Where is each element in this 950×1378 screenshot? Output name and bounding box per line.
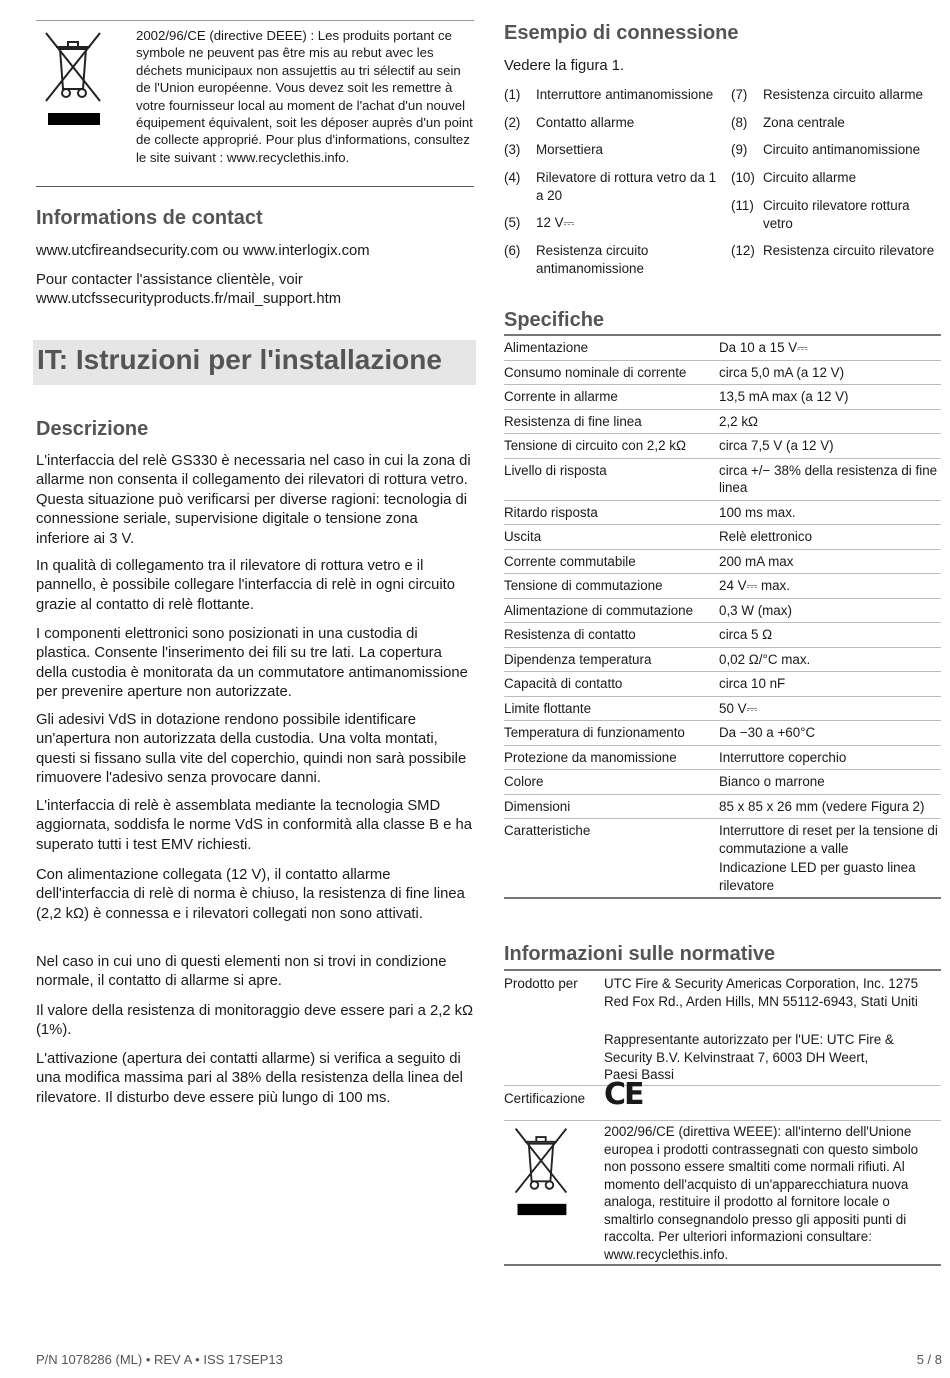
ce-mark-icon: CE: [604, 1077, 643, 1112]
spec-key: Ritardo risposta: [504, 500, 719, 525]
spec-value: 2,2 kΩ: [719, 409, 941, 434]
spec-value: 85 x 85 x 26 mm (vedere Figura 2): [719, 794, 941, 819]
legend-label: Circuito rilevatore rottura vetro: [763, 198, 910, 231]
weee-bin-icon: [508, 1123, 574, 1217]
table-row: [504, 434, 941, 459]
contact-support-link[interactable]: www.utcfssecurityproducts.fr/mail_support.htm: [36, 291, 342, 307]
legend-label: Morsettiera: [536, 142, 603, 157]
spec-value: 50 V⎓: [719, 696, 941, 721]
contact-websites[interactable]: www.utcfireandsecurity.com ou www.interlogix.com: [36, 243, 370, 259]
weee-it-text: 2002/96/CE (direttiva WEEE): all'interno dell'Unione europea i prodotti contrassegnati con questo simbolo non possono essere smaltiti come normali rifiuti. Al momento dell'acquisto di un'apparecchiatura nuova analoga, restituire il prodotto al fornitore locale o smaltirlo consegnandolo presso gli appositi punti di raccolta. Per ulteriori informazioni consultare: www.recyclethis.info.: [604, 1124, 919, 1262]
normative-heading: Informazioni sulle normative: [504, 943, 776, 965]
table-row: [504, 696, 941, 721]
table-row: [504, 385, 941, 410]
weee-bin-icon: [40, 27, 106, 127]
spec-key: Colore: [504, 770, 719, 795]
legend-number: (4): [504, 170, 521, 185]
table-row: [504, 360, 941, 385]
desc-paragraph: L'attivazione (apertura dei contatti allarme) si verifica a seguito di una modifica massima pari al 38% della resistenza della linea del rilevatore. Il disturbo deve essere più lungo di 100 ms.: [36, 1051, 463, 1106]
spec-key: Tensione di circuito con 2,2 kΩ: [504, 434, 719, 459]
spec-value: circa 5,0 mA (a 12 V): [719, 360, 941, 385]
table-row: [504, 500, 941, 525]
spec-value: circa +/− 38% della resistenza di fine linea: [719, 458, 941, 500]
divider: [504, 1085, 941, 1086]
spec-key: Corrente commutabile: [504, 549, 719, 574]
fr-weee-text: 2002/96/CE (directive DEEE) : Les produits portant ce symbole ne peuvent pas être mis au rebut avec les déchets municipaux non assujettis au tri sélectif au sein de l'Union européenne. Vous devez soit les remettre à votre fournisseur local au moment de l'achat d'un nouvel équipement équivalent, soit les déposer auprès d'un point de collecte approprié. Pour plus d'informations, consultez le site suivant : www.recyclethis.info.: [136, 28, 473, 165]
prodotto-address: UTC Fire & Security Americas Corporation, Inc. 1275 Red Fox Rd., Arden Hills, MN 55112-6943, Stati Uniti: [604, 976, 919, 1009]
connessione-heading: Esempio di connessione: [504, 22, 739, 44]
it-title-banner: [33, 340, 476, 385]
table-row: [504, 647, 941, 672]
spec-value: Interruttore coperchio: [719, 745, 941, 770]
spec-key: Consumo nominale di corrente: [504, 360, 719, 385]
table-row: [504, 549, 941, 574]
table-row: [504, 409, 941, 434]
legend-label: Resistenza circuito rilevatore: [763, 243, 935, 258]
spec-value: 24 V⎓ max.: [719, 574, 941, 599]
spec-table: [504, 336, 941, 899]
spec-value: 0,3 W (max): [719, 598, 941, 623]
spec-key: Corrente in allarme: [504, 385, 719, 410]
legend-label: Resistenza circuito antimanomissione: [536, 243, 649, 276]
spec-value: 100 ms max.: [719, 500, 941, 525]
legend-number: (12): [731, 243, 755, 258]
spec-key: Resistenza di contatto: [504, 623, 719, 648]
divider: [504, 1120, 941, 1121]
cert-label: Certificazione: [504, 1091, 586, 1106]
legend-label: Interruttore antimanomissione: [536, 87, 714, 102]
desc-paragraph: I componenti elettronici sono posizionati in una custodia di plastica. Consente l'inserimento dei fili su tre lati. La copertura della custodia è monitorata da un commutatore antimanomissione per prevenire aperture non autorizzate.: [36, 626, 468, 701]
table-row: [504, 623, 941, 648]
spec-value: 13,5 mA max (a 12 V): [719, 385, 941, 410]
spec-key: Resistenza di fine linea: [504, 409, 719, 434]
table-row: [504, 770, 941, 795]
spec-value: 0,02 Ω/°C max.: [719, 647, 941, 672]
legend-label: Circuito allarme: [763, 170, 857, 185]
spec-key: Protezione da manomissione: [504, 745, 719, 770]
legend-label: 12 V⎓: [536, 215, 575, 230]
spec-value: 200 mA max: [719, 549, 941, 574]
contact-support-text: Pour contacter l'assistance clientèle, voir: [36, 272, 303, 288]
desc-paragraph: Gli adesivi VdS in dotazione rendono possibile identificare un'apertura non autorizzata della custodia. Una volta montati, questi si fissano sulla vite del coperchio, quindi non sarà possibile rimuovere l'adesivo senza provocare danni.: [36, 712, 467, 787]
fr-weee-block: [36, 20, 474, 187]
footer-page-number: 5 / 8: [916, 1352, 942, 1367]
spec-value: circa 5 Ω: [719, 623, 941, 648]
spec-value: circa 10 nF: [719, 672, 941, 697]
footer-part-number: P/N 1078286 (ML) • REV A • ISS 17SEP13: [36, 1352, 283, 1367]
desc-paragraph: Nel caso in cui uno di questi elementi non si trovi in condizione normale, il contatto di allarme si apre.: [36, 954, 447, 990]
table-row: [504, 598, 941, 623]
spec-value: Da −30 a +60°C: [719, 721, 941, 746]
desc-paragraph: Il valore della resistenza di monitoraggio deve essere pari a 2,2 kΩ (1%).: [36, 1003, 474, 1039]
legend-label: Rilevatore di rottura vetro da 1 a 20: [536, 170, 717, 203]
spec-value: Bianco o marrone: [719, 770, 941, 795]
normative-top-rule: [504, 969, 941, 971]
desc-paragraph: Con alimentazione collegata (12 V), il contatto allarme dell'interfaccia di relè di norma è chiuso, la resistenza di fine linea (2,2 kΩ) è connessa e i rilevatori collegati non sono attivati.: [36, 867, 465, 922]
legend-label: Circuito antimanomissione: [763, 142, 921, 157]
legend-number: (2): [504, 115, 521, 130]
desc-paragraph: In qualità di collegamento tra il rilevatore di rottura vetro e il pannello, è possibile collegare l'interfaccia di relè in ogni circuito grazie al contatto di relè flottante.: [36, 558, 456, 613]
table-row: [504, 672, 941, 697]
spec-value: Interruttore di reset per la tensione di commutazione a valle Indicazione LED per guasto linea rilevatore: [719, 819, 941, 899]
contact-heading: Informations de contact: [36, 207, 263, 229]
spec-key: Alimentazione: [504, 336, 719, 360]
desc-paragraph: L'interfaccia del relè GS330 è necessaria nel caso in cui la zona di allarme non consenta il collegamento dei rilevatori di rottura vetro. Questa situazione può verificarsi per diverse ragioni: tecnologia di connessione seriale, supervisione digitale o tensione zona inferiore ai 3 V.: [36, 453, 471, 547]
table-row: [504, 721, 941, 746]
table-row: [504, 794, 941, 819]
prodotto-label: Prodotto per: [504, 976, 578, 991]
spec-key: Tensione di commutazione: [504, 574, 719, 599]
table-row: [504, 525, 941, 550]
table-row: [504, 336, 941, 360]
legend-label: Resistenza circuito allarme: [763, 87, 924, 102]
spec-key: Alimentazione di commutazione: [504, 598, 719, 623]
spec-key: Caratteristiche: [504, 819, 719, 899]
rappresentante-ue: Rappresentante autorizzato per l'UE: UTC Fire & Security B.V. Kelvinstraat 7, 6003 DH Weert, Paesi Bassi: [604, 1032, 894, 1082]
legend-number: (5): [504, 215, 521, 230]
legend-number: (6): [504, 243, 521, 258]
legend-number: (9): [731, 142, 748, 157]
legend-number: (3): [504, 142, 521, 157]
legend-label: Zona centrale: [763, 115, 845, 130]
spec-key: Dipendenza temperatura: [504, 647, 719, 672]
spec-key: Uscita: [504, 525, 719, 550]
spec-value: Da 10 a 15 V⎓: [719, 336, 941, 360]
legend-number: (1): [504, 87, 521, 102]
table-row: [504, 574, 941, 599]
normative-bottom-rule: [504, 1264, 941, 1266]
spec-key: Temperatura di funzionamento: [504, 721, 719, 746]
table-row: [504, 819, 941, 899]
desc-paragraph: L'interfaccia di relè è assemblata mediante la tecnologia SMD aggiornata, soddisfa le norme VdS in conformità alla classe B e ha superato tutti i test EMV richiesti.: [36, 798, 472, 853]
legend-number: (10): [731, 170, 755, 185]
table-row: [504, 745, 941, 770]
legend-number: (8): [731, 115, 748, 130]
spec-key: Dimensioni: [504, 794, 719, 819]
spec-value: circa 7,5 V (a 12 V): [719, 434, 941, 459]
spec-key: Limite flottante: [504, 696, 719, 721]
it-title: IT: Istruzioni per l'installazione: [37, 344, 442, 375]
legend-number: (7): [731, 87, 748, 102]
spec-value: Relè elettronico: [719, 525, 941, 550]
connessione-intro: Vedere la figura 1.: [504, 58, 625, 74]
legend-number: (11): [731, 198, 754, 213]
table-row: [504, 458, 941, 500]
spec-key: Livello di risposta: [504, 458, 719, 500]
descrizione-heading: Descrizione: [36, 418, 149, 440]
legend-label: Contatto allarme: [536, 115, 635, 130]
spec-key: Capacità di contatto: [504, 672, 719, 697]
specifiche-heading: Specifiche: [504, 309, 605, 331]
